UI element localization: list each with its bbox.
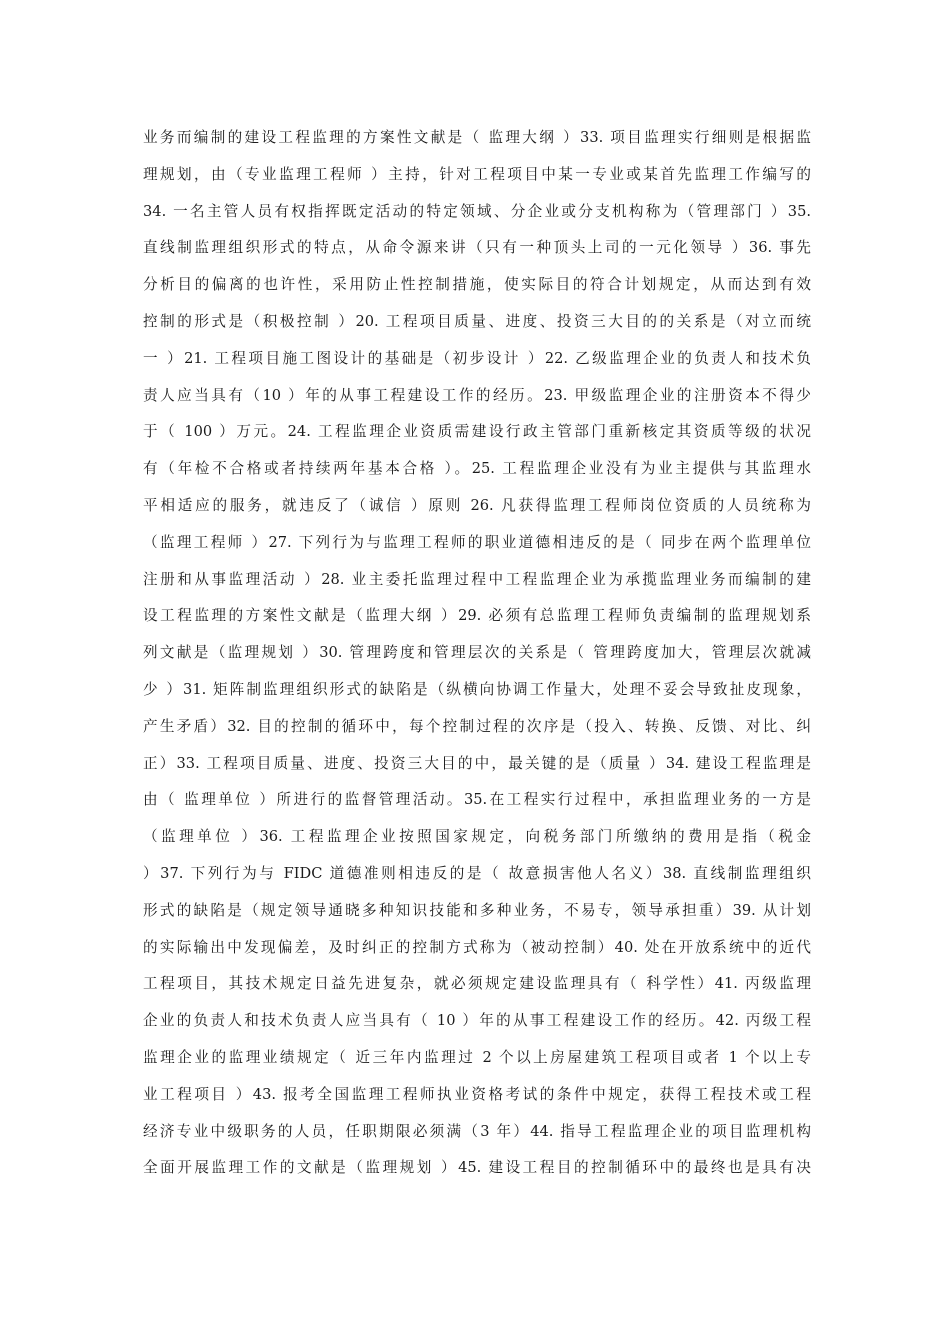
- text-line: 分析目的偏离的也许性，采用防止性控制措施，使实际目的符合计划规定，从而达到有效: [143, 276, 811, 294]
- text-line: 业务而编制的建设工程监理的方案性文献是（ 监理大纲 ）33. 项目监理实行细则是根据监: [143, 129, 811, 146]
- text-line: 理规划，由（专业监理工程师 ）主持，针对工程项目中某一专业或某首先监理工作编写的: [143, 165, 811, 183]
- text-line: 监理企业的监理业绩规定（ 近三年内监理过 2 个以上房屋建筑工程项目或者 1 个以上专: [143, 1048, 811, 1066]
- text-line: 注册和从事监理活动 ）28. 业主委托监理过程中工程监理企业为承揽监理业务而编制的建: [143, 570, 811, 588]
- text-line: 工程项目，其技术规定日益先进复杂，就必须规定建设监理具有（ 科学性）41. 丙级监理: [143, 975, 811, 993]
- text-line: 平相适应的服务，就违反了（诚信 ）原则 26. 凡获得监理工程师岗位资质的人员统称为: [143, 496, 811, 514]
- text-line: 控制的形式是（积极控制 ）20. 工程项目质量、进度、投资三大目的的关系是（对立而统: [143, 312, 811, 330]
- text-line: 产生矛盾）32. 目的控制的循环中，每个控制过程的次序是（投入、转换、反馈、对比、纠: [143, 717, 811, 735]
- text-line: 有（年检不合格或者持续两年基本合格 ）。25. 工程监理企业没有为业主提供与其监理水: [143, 460, 811, 478]
- text-line: 34. 一名主管人员有权指挥既定活动的特定领域、分企业或分支机构称为（管理部门 ）35.: [143, 202, 811, 220]
- text-line: 由（ 监理单位 ）所进行的监督管理活动。35.在工程实行过程中，承担监理业务的一方是: [143, 791, 811, 809]
- text-line: 责人应当具有（10 ）年的从事工程建设工作的经历。23. 甲级监理企业的注册资本不得少: [143, 386, 811, 404]
- text-line: ）37. 下列行为与 FIDC 道德准则相违反的是（ 故意损害他人名义）38. 直线制监理组织: [143, 864, 811, 882]
- text-line: 全面开展监理工作的文献是（监理规划 ）45. 建设工程目的控制循环中的最终也是具有决: [143, 1159, 811, 1177]
- text-line: （监理单位 ）36. 工程监理企业按照国家规定，向税务部门所缴纳的费用是指（税金: [143, 828, 811, 846]
- text-line: 企业的负责人和技术负责人应当具有（ 10 ）年的从事工程建设工作的经历。42. 丙级工程: [143, 1012, 811, 1030]
- text-line: （监理工程师 ）27. 下列行为与监理工程师的职业道德相违反的是（ 同步在两个监理单位: [143, 533, 811, 551]
- text-line: 经济专业中级职务的人员，任职期限必须满（3 年）44. 指导工程监理企业的项目监理机构: [143, 1122, 811, 1140]
- text-line: 的实际输出中发现偏差，及时纠正的控制方式称为（被动控制）40. 处在开放系统中的近代: [143, 938, 811, 956]
- text-line: 列文献是（监理规划 ）30. 管理跨度和管理层次的关系是（ 管理跨度加大，管理层次就减: [143, 644, 811, 662]
- text-line: 少 ）31. 矩阵制监理组织形式的缺陷是（纵横向协调工作量大，处理不妥会导致扯皮现象，: [143, 680, 811, 698]
- text-line: 正）33. 工程项目质量、进度、投资三大目的中，最关键的是（质量 ）34. 建设工程监理是: [143, 754, 811, 772]
- text-line: 直线制监理组织形式的特点，从命令源来讲（只有一种顶头上司的一元化领导 ）36. 事先: [143, 239, 811, 257]
- text-line: 设工程监理的方案性文献是（监理大纲 ）29. 必须有总监理工程师负责编制的监理规划系: [143, 607, 811, 625]
- text-line: 业工程项目 ）43. 报考全国监理工程师执业资格考试的条件中规定，获得工程技术或工程: [143, 1085, 811, 1103]
- text-line: 形式的缺陷是（规定领导通晓多种知识技能和多种业务，不易专，领导承担重）39. 从计划: [143, 901, 811, 919]
- text-line: 一 ）21. 工程项目施工图设计的基础是（初步设计 ）22. 乙级监理企业的负责人和技术负: [143, 349, 811, 367]
- body-text: [143, 120, 811, 1187]
- text-line: 于（ 100 ）万元。24. 工程监理企业资质需建设行政主管部门重新核定其资质等级的状况: [143, 423, 811, 441]
